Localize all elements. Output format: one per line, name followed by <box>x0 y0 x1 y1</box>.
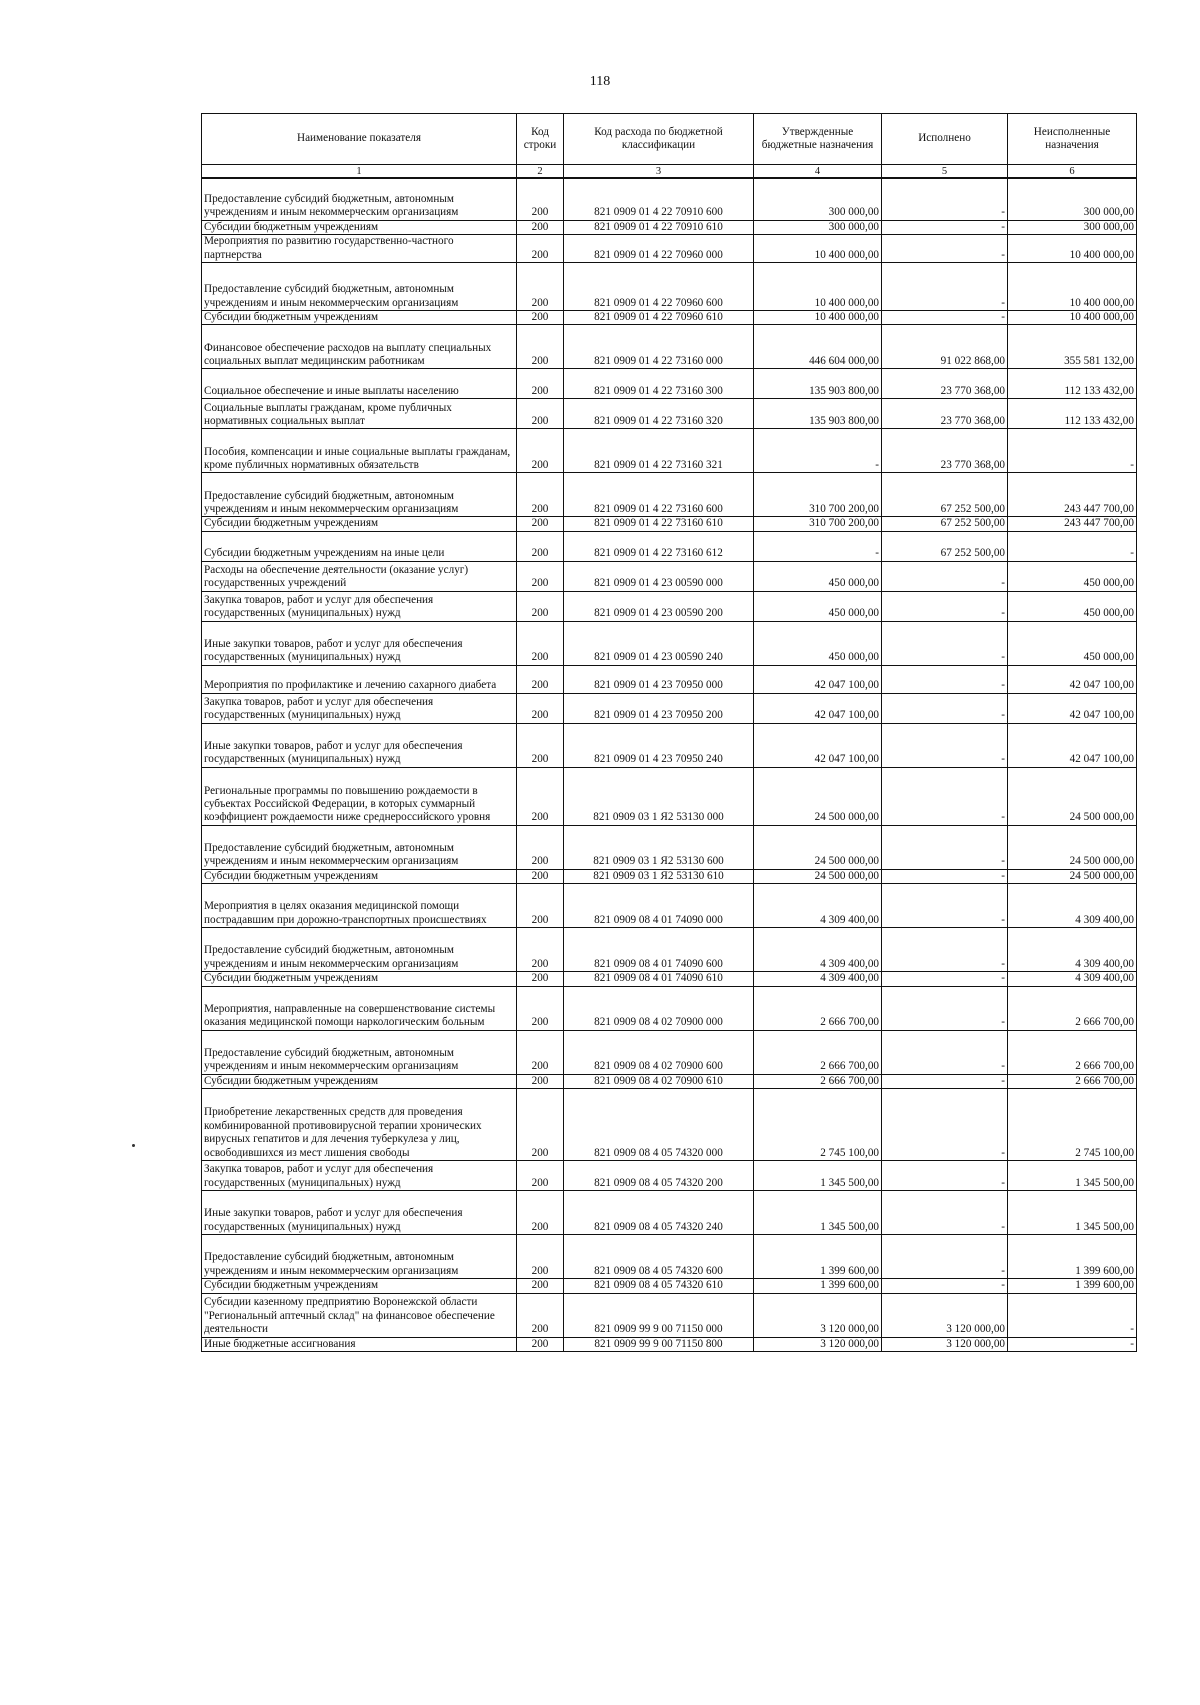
table-row <box>202 693 1137 723</box>
row-approved-cell: 1 399 600,00 <box>754 1235 882 1279</box>
row-approved-cell: 310 700 200,00 <box>754 473 882 517</box>
row-executed-cell: - <box>882 591 1008 621</box>
row-approved-cell: 2 745 100,00 <box>754 1089 882 1161</box>
row-approved-cell: 1 345 500,00 <box>754 1191 882 1235</box>
row-line-code-cell: 200 <box>517 429 564 473</box>
row-line-code-cell: 200 <box>517 972 564 986</box>
row-approved-cell: 24 500 000,00 <box>754 825 882 869</box>
row-approved-cell: 1 345 500,00 <box>754 1161 882 1191</box>
row-approved-cell: 3 120 000,00 <box>754 1293 882 1337</box>
table-row <box>202 1279 1137 1293</box>
row-name-cell: Субсидии бюджетным учреждениям <box>202 1279 517 1293</box>
row-name-cell: Субсидии бюджетным учреждениям <box>202 220 517 234</box>
row-name-cell: Предоставление субсидий бюджетным, автономным учреждениям и иным некоммерческим организациям <box>202 928 517 972</box>
table-row <box>202 178 1137 220</box>
row-line-code-cell: 200 <box>517 220 564 234</box>
row-line-code-cell: 200 <box>517 1089 564 1161</box>
row-line-code-cell: 200 <box>517 1191 564 1235</box>
row-line-code-cell: 200 <box>517 621 564 665</box>
row-expense-code-cell: 821 0909 01 4 23 70950 000 <box>564 665 754 693</box>
row-executed-cell: - <box>882 869 1008 883</box>
row-line-code-cell: 200 <box>517 884 564 928</box>
row-expense-code-cell: 821 0909 01 4 23 70950 200 <box>564 693 754 723</box>
row-line-code-cell: 200 <box>517 178 564 220</box>
row-unexecuted-cell: 4 309 400,00 <box>1008 928 1137 972</box>
row-executed-cell: - <box>882 723 1008 767</box>
row-approved-cell: 42 047 100,00 <box>754 723 882 767</box>
row-expense-code-cell: 821 0909 08 4 02 70900 610 <box>564 1074 754 1088</box>
row-expense-code-cell: 821 0909 08 4 01 74090 600 <box>564 928 754 972</box>
row-approved-cell: 4 309 400,00 <box>754 928 882 972</box>
row-expense-code-cell: 821 0909 08 4 05 74320 610 <box>564 1279 754 1293</box>
row-approved-cell: 450 000,00 <box>754 621 882 665</box>
row-name-cell: Иные закупки товаров, работ и услуг для обеспечения государственных (муниципальных) нужд <box>202 621 517 665</box>
header-name: Наименование показателя <box>202 114 517 165</box>
row-approved-cell: - <box>754 531 882 561</box>
column-index-row <box>202 165 1137 179</box>
row-executed-cell: 23 770 368,00 <box>882 429 1008 473</box>
row-approved-cell: 310 700 200,00 <box>754 517 882 531</box>
row-approved-cell: 2 666 700,00 <box>754 1030 882 1074</box>
row-unexecuted-cell: - <box>1008 1293 1137 1337</box>
header-approved: Утвержденные бюджетные назначения <box>754 114 882 165</box>
row-approved-cell: 300 000,00 <box>754 178 882 220</box>
row-line-code-cell: 200 <box>517 928 564 972</box>
header-executed: Исполнено <box>882 114 1008 165</box>
row-approved-cell: 42 047 100,00 <box>754 665 882 693</box>
row-unexecuted-cell: 112 133 432,00 <box>1008 369 1137 399</box>
row-executed-cell: - <box>882 928 1008 972</box>
row-line-code-cell: 200 <box>517 531 564 561</box>
row-executed-cell: - <box>882 561 1008 591</box>
table-row <box>202 1235 1137 1279</box>
scan-speck <box>132 1144 135 1147</box>
row-expense-code-cell: 821 0909 01 4 23 00590 200 <box>564 591 754 621</box>
row-unexecuted-cell: 24 500 000,00 <box>1008 767 1137 825</box>
row-name-cell: Финансовое обеспечение расходов на выплату специальных социальных выплат медицинским работникам <box>202 325 517 369</box>
row-name-cell: Субсидии бюджетным учреждениям <box>202 972 517 986</box>
row-unexecuted-cell: 1 345 500,00 <box>1008 1161 1137 1191</box>
row-line-code-cell: 200 <box>517 1337 564 1351</box>
row-approved-cell: - <box>754 429 882 473</box>
row-unexecuted-cell: 42 047 100,00 <box>1008 693 1137 723</box>
row-line-code-cell: 200 <box>517 1074 564 1088</box>
row-line-code-cell: 200 <box>517 1293 564 1337</box>
row-approved-cell: 450 000,00 <box>754 591 882 621</box>
row-executed-cell: 23 770 368,00 <box>882 369 1008 399</box>
row-executed-cell: - <box>882 178 1008 220</box>
table-row <box>202 591 1137 621</box>
row-expense-code-cell: 821 0909 01 4 22 70960 000 <box>564 234 754 262</box>
table-row <box>202 1161 1137 1191</box>
row-expense-code-cell: 821 0909 01 4 22 73160 321 <box>564 429 754 473</box>
row-name-cell: Социальное обеспечение и иные выплаты населению <box>202 369 517 399</box>
row-executed-cell: - <box>882 220 1008 234</box>
row-expense-code-cell: 821 0909 01 4 22 73160 320 <box>564 399 754 429</box>
row-expense-code-cell: 821 0909 01 4 23 00590 000 <box>564 561 754 591</box>
row-expense-code-cell: 821 0909 08 4 02 70900 000 <box>564 986 754 1030</box>
row-executed-cell: - <box>882 1074 1008 1088</box>
row-line-code-cell: 200 <box>517 591 564 621</box>
row-name-cell: Мероприятия по развитию государственно-частного партнерства <box>202 234 517 262</box>
row-unexecuted-cell: 1 345 500,00 <box>1008 1191 1137 1235</box>
row-line-code-cell: 200 <box>517 723 564 767</box>
row-expense-code-cell: 821 0909 08 4 05 74320 000 <box>564 1089 754 1161</box>
column-index: 3 <box>564 165 754 179</box>
row-unexecuted-cell: 243 447 700,00 <box>1008 517 1137 531</box>
row-expense-code-cell: 821 0909 01 4 22 73160 000 <box>564 325 754 369</box>
row-expense-code-cell: 821 0909 99 9 00 71150 000 <box>564 1293 754 1337</box>
row-approved-cell: 135 903 800,00 <box>754 399 882 429</box>
row-unexecuted-cell: 355 581 132,00 <box>1008 325 1137 369</box>
row-executed-cell: - <box>882 972 1008 986</box>
row-name-cell: Предоставление субсидий бюджетным, автономным учреждениям и иным некоммерческим организациям <box>202 262 517 310</box>
table-row <box>202 399 1137 429</box>
row-unexecuted-cell: 42 047 100,00 <box>1008 723 1137 767</box>
row-line-code-cell: 200 <box>517 234 564 262</box>
row-unexecuted-cell: - <box>1008 1337 1137 1351</box>
row-name-cell: Мероприятия в целях оказания медицинской помощи пострадавшим при дорожно-транспортных происшествиях <box>202 884 517 928</box>
row-expense-code-cell: 821 0909 08 4 01 74090 000 <box>564 884 754 928</box>
row-name-cell: Иные закупки товаров, работ и услуг для обеспечения государственных (муниципальных) нужд <box>202 1191 517 1235</box>
row-name-cell: Субсидии бюджетным учреждениям <box>202 1074 517 1088</box>
row-line-code-cell: 200 <box>517 473 564 517</box>
row-name-cell: Мероприятия по профилактике и лечению сахарного диабета <box>202 665 517 693</box>
table-row <box>202 325 1137 369</box>
column-index: 1 <box>202 165 517 179</box>
row-approved-cell: 2 666 700,00 <box>754 1074 882 1088</box>
row-line-code-cell: 200 <box>517 325 564 369</box>
row-unexecuted-cell: 2 666 700,00 <box>1008 986 1137 1030</box>
table-row <box>202 1030 1137 1074</box>
table-row <box>202 665 1137 693</box>
table-row <box>202 531 1137 561</box>
table-row <box>202 369 1137 399</box>
table-row <box>202 767 1137 825</box>
column-index: 6 <box>1008 165 1137 179</box>
row-unexecuted-cell: 450 000,00 <box>1008 561 1137 591</box>
row-expense-code-cell: 821 0909 08 4 01 74090 610 <box>564 972 754 986</box>
row-expense-code-cell: 821 0909 01 4 23 70950 240 <box>564 723 754 767</box>
row-executed-cell: 91 022 868,00 <box>882 325 1008 369</box>
row-executed-cell: 67 252 500,00 <box>882 473 1008 517</box>
table-row <box>202 1074 1137 1088</box>
row-unexecuted-cell: - <box>1008 429 1137 473</box>
table-header-row <box>202 114 1137 165</box>
row-unexecuted-cell: 42 047 100,00 <box>1008 665 1137 693</box>
row-name-cell: Пособия, компенсации и иные социальные выплаты гражданам, кроме публичных нормативных обязательств <box>202 429 517 473</box>
row-expense-code-cell: 821 0909 01 4 22 70960 600 <box>564 262 754 310</box>
row-expense-code-cell: 821 0909 08 4 05 74320 200 <box>564 1161 754 1191</box>
row-name-cell: Социальные выплаты гражданам, кроме публичных нормативных социальных выплат <box>202 399 517 429</box>
row-unexecuted-cell: 2 666 700,00 <box>1008 1074 1137 1088</box>
row-expense-code-cell: 821 0909 01 4 22 73160 610 <box>564 517 754 531</box>
row-approved-cell: 10 400 000,00 <box>754 262 882 310</box>
row-approved-cell: 10 400 000,00 <box>754 310 882 324</box>
table-row <box>202 517 1137 531</box>
row-name-cell: Закупка товаров, работ и услуг для обеспечения государственных (муниципальных) нужд <box>202 693 517 723</box>
row-expense-code-cell: 821 0909 01 4 23 00590 240 <box>564 621 754 665</box>
row-name-cell: Закупка товаров, работ и услуг для обеспечения государственных (муниципальных) нужд <box>202 591 517 621</box>
row-approved-cell: 2 666 700,00 <box>754 986 882 1030</box>
row-line-code-cell: 200 <box>517 693 564 723</box>
row-name-cell: Субсидии бюджетным учреждениям <box>202 869 517 883</box>
row-unexecuted-cell: 24 500 000,00 <box>1008 869 1137 883</box>
row-unexecuted-cell: 1 399 600,00 <box>1008 1279 1137 1293</box>
row-expense-code-cell: 821 0909 03 1 Я2 53130 600 <box>564 825 754 869</box>
row-expense-code-cell: 821 0909 01 4 22 70910 600 <box>564 178 754 220</box>
header-unexecuted: Неисполненные назначения <box>1008 114 1137 165</box>
row-expense-code-cell: 821 0909 03 1 Я2 53130 610 <box>564 869 754 883</box>
row-expense-code-cell: 821 0909 01 4 22 73160 600 <box>564 473 754 517</box>
page-number: 118 <box>589 74 611 89</box>
row-executed-cell: - <box>882 986 1008 1030</box>
row-executed-cell: - <box>882 262 1008 310</box>
row-executed-cell: - <box>882 234 1008 262</box>
row-approved-cell: 4 309 400,00 <box>754 972 882 986</box>
row-unexecuted-cell: 10 400 000,00 <box>1008 262 1137 310</box>
row-unexecuted-cell: 450 000,00 <box>1008 591 1137 621</box>
row-name-cell: Региональные программы по повышению рождаемости в субъектах Российской Федерации, в которых суммарный коэффициент рождаемости ниже среднероссийского уровня <box>202 767 517 825</box>
row-unexecuted-cell: 10 400 000,00 <box>1008 234 1137 262</box>
table-row <box>202 884 1137 928</box>
row-unexecuted-cell: 300 000,00 <box>1008 178 1137 220</box>
row-executed-cell: - <box>882 665 1008 693</box>
column-index: 4 <box>754 165 882 179</box>
header-line-code: Код строки <box>517 114 564 165</box>
table-row <box>202 473 1137 517</box>
row-unexecuted-cell: 2 666 700,00 <box>1008 1030 1137 1074</box>
row-line-code-cell: 200 <box>517 561 564 591</box>
row-unexecuted-cell: 10 400 000,00 <box>1008 310 1137 324</box>
row-expense-code-cell: 821 0909 03 1 Я2 53130 000 <box>564 767 754 825</box>
row-name-cell: Субсидии казенному предприятию Воронежской области "Региональный аптечный склад" на финансовое обеспечение деятельности <box>202 1293 517 1337</box>
table-row <box>202 825 1137 869</box>
row-executed-cell: 3 120 000,00 <box>882 1293 1008 1337</box>
row-name-cell: Предоставление субсидий бюджетным, автономным учреждениям и иным некоммерческим организациям <box>202 1030 517 1074</box>
row-expense-code-cell: 821 0909 01 4 22 70910 610 <box>564 220 754 234</box>
row-unexecuted-cell: 4 309 400,00 <box>1008 884 1137 928</box>
row-unexecuted-cell: 1 399 600,00 <box>1008 1235 1137 1279</box>
row-approved-cell: 3 120 000,00 <box>754 1337 882 1351</box>
row-line-code-cell: 200 <box>517 825 564 869</box>
row-unexecuted-cell: 112 133 432,00 <box>1008 399 1137 429</box>
row-line-code-cell: 200 <box>517 1030 564 1074</box>
table-row <box>202 310 1137 324</box>
row-line-code-cell: 200 <box>517 369 564 399</box>
row-name-cell: Субсидии бюджетным учреждениям <box>202 310 517 324</box>
row-name-cell: Предоставление субсидий бюджетным, автономным учреждениям и иным некоммерческим организациям <box>202 473 517 517</box>
table-row <box>202 561 1137 591</box>
row-executed-cell: - <box>882 825 1008 869</box>
row-executed-cell: - <box>882 310 1008 324</box>
table-row <box>202 869 1137 883</box>
table-row <box>202 723 1137 767</box>
row-unexecuted-cell: 243 447 700,00 <box>1008 473 1137 517</box>
table-row <box>202 928 1137 972</box>
row-executed-cell: - <box>882 621 1008 665</box>
row-approved-cell: 24 500 000,00 <box>754 869 882 883</box>
row-expense-code-cell: 821 0909 08 4 02 70900 600 <box>564 1030 754 1074</box>
budget-execution-table <box>201 113 1137 1352</box>
row-expense-code-cell: 821 0909 01 4 22 70960 610 <box>564 310 754 324</box>
row-approved-cell: 446 604 000,00 <box>754 325 882 369</box>
row-name-cell: Предоставление субсидий бюджетным, автономным учреждениям и иным некоммерческим организациям <box>202 178 517 220</box>
row-line-code-cell: 200 <box>517 399 564 429</box>
row-executed-cell: 23 770 368,00 <box>882 399 1008 429</box>
row-expense-code-cell: 821 0909 01 4 22 73160 612 <box>564 531 754 561</box>
row-expense-code-cell: 821 0909 99 9 00 71150 800 <box>564 1337 754 1351</box>
row-name-cell: Субсидии бюджетным учреждениям <box>202 517 517 531</box>
row-unexecuted-cell: 4 309 400,00 <box>1008 972 1137 986</box>
row-name-cell: Предоставление субсидий бюджетным, автономным учреждениям и иным некоммерческим организациям <box>202 825 517 869</box>
row-executed-cell: - <box>882 693 1008 723</box>
row-line-code-cell: 200 <box>517 517 564 531</box>
row-line-code-cell: 200 <box>517 1235 564 1279</box>
row-line-code-cell: 200 <box>517 869 564 883</box>
row-unexecuted-cell: - <box>1008 531 1137 561</box>
table-row <box>202 1089 1137 1161</box>
table-row <box>202 1293 1137 1337</box>
column-index: 2 <box>517 165 564 179</box>
row-line-code-cell: 200 <box>517 767 564 825</box>
table-row <box>202 220 1137 234</box>
row-unexecuted-cell: 2 745 100,00 <box>1008 1089 1137 1161</box>
table-row <box>202 621 1137 665</box>
row-executed-cell: 67 252 500,00 <box>882 517 1008 531</box>
row-approved-cell: 10 400 000,00 <box>754 234 882 262</box>
row-executed-cell: - <box>882 1191 1008 1235</box>
row-line-code-cell: 200 <box>517 310 564 324</box>
row-unexecuted-cell: 450 000,00 <box>1008 621 1137 665</box>
row-approved-cell: 1 399 600,00 <box>754 1279 882 1293</box>
row-expense-code-cell: 821 0909 08 4 05 74320 600 <box>564 1235 754 1279</box>
table-row <box>202 1191 1137 1235</box>
row-approved-cell: 4 309 400,00 <box>754 884 882 928</box>
table-row <box>202 234 1137 262</box>
row-executed-cell: 67 252 500,00 <box>882 531 1008 561</box>
row-line-code-cell: 200 <box>517 1161 564 1191</box>
row-approved-cell: 24 500 000,00 <box>754 767 882 825</box>
row-name-cell: Приобретение лекарственных средств для проведения комбинированной противовирусной терапии хронических вирусных гепатитов и для лечения туберкулеза у лиц, освободившихся из мест лишения свободы <box>202 1089 517 1161</box>
row-name-cell: Предоставление субсидий бюджетным, автономным учреждениям и иным некоммерческим организациям <box>202 1235 517 1279</box>
row-line-code-cell: 200 <box>517 1279 564 1293</box>
row-name-cell: Расходы на обеспечение деятельности (оказание услуг) государственных учреждений <box>202 561 517 591</box>
row-expense-code-cell: 821 0909 08 4 05 74320 240 <box>564 1191 754 1235</box>
row-executed-cell: - <box>882 767 1008 825</box>
row-executed-cell: - <box>882 1161 1008 1191</box>
row-executed-cell: - <box>882 1235 1008 1279</box>
row-executed-cell: 3 120 000,00 <box>882 1337 1008 1351</box>
row-executed-cell: - <box>882 884 1008 928</box>
table-row <box>202 1337 1137 1351</box>
row-name-cell: Мероприятия, направленные на совершенствование системы оказания медицинской помощи наркологическим больным <box>202 986 517 1030</box>
row-approved-cell: 42 047 100,00 <box>754 693 882 723</box>
row-expense-code-cell: 821 0909 01 4 22 73160 300 <box>564 369 754 399</box>
column-index: 5 <box>882 165 1008 179</box>
row-line-code-cell: 200 <box>517 665 564 693</box>
row-unexecuted-cell: 300 000,00 <box>1008 220 1137 234</box>
row-executed-cell: - <box>882 1279 1008 1293</box>
table-row <box>202 972 1137 986</box>
table-body <box>202 178 1137 1352</box>
row-name-cell: Субсидии бюджетным учреждениям на иные цели <box>202 531 517 561</box>
header-expense-code: Код расхода по бюджетной классификации <box>564 114 754 165</box>
row-name-cell: Иные закупки товаров, работ и услуг для обеспечения государственных (муниципальных) нужд <box>202 723 517 767</box>
row-name-cell: Закупка товаров, работ и услуг для обеспечения государственных (муниципальных) нужд <box>202 1161 517 1191</box>
table-row <box>202 262 1137 310</box>
row-approved-cell: 450 000,00 <box>754 561 882 591</box>
row-unexecuted-cell: 24 500 000,00 <box>1008 825 1137 869</box>
table-row <box>202 429 1137 473</box>
row-line-code-cell: 200 <box>517 986 564 1030</box>
row-approved-cell: 135 903 800,00 <box>754 369 882 399</box>
row-name-cell: Иные бюджетные ассигнования <box>202 1337 517 1351</box>
row-executed-cell: - <box>882 1030 1008 1074</box>
row-line-code-cell: 200 <box>517 262 564 310</box>
row-approved-cell: 300 000,00 <box>754 220 882 234</box>
row-executed-cell: - <box>882 1089 1008 1161</box>
table-row <box>202 986 1137 1030</box>
